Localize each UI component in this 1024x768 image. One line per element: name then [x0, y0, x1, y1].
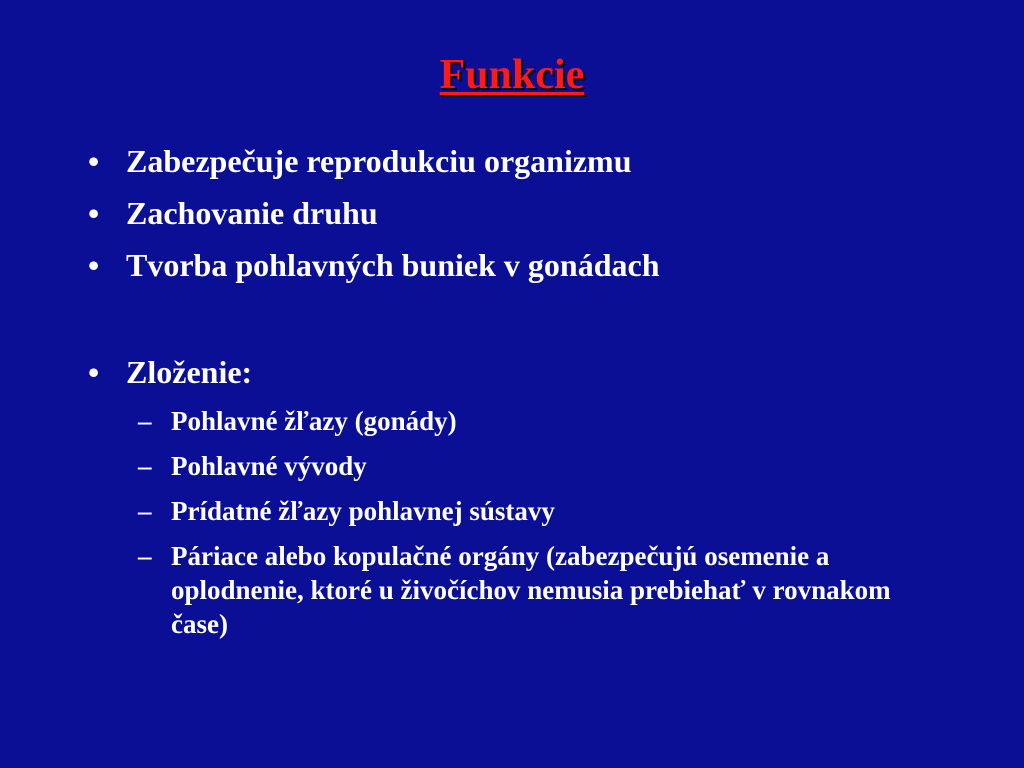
sub-bullet-text: Prídatné žľazy pohlavnej sústavy	[171, 496, 555, 526]
bullet-text: Zloženie:	[126, 354, 253, 390]
slide-title: Funkcie	[439, 52, 585, 98]
sub-bullet-text: Páriace alebo kopulačné orgány (zabezpečujú osemenie a oplodnenie, ktoré u živočíchov nemusia prebiehať v rovnakom čase)	[171, 541, 891, 639]
sub-bullet-item	[138, 539, 898, 641]
bullet-text: Tvorba pohlavných buniek v gonádach	[126, 247, 660, 283]
sub-bullet-text: Pohlavné vývody	[171, 451, 367, 481]
bullet-icon: •	[88, 195, 100, 231]
sub-bullet-text: Pohlavné žľazy (gonády)	[171, 406, 457, 436]
dash-icon: –	[138, 451, 152, 481]
bullet-item	[88, 247, 660, 284]
sub-bullet-item	[138, 404, 938, 438]
bullet-icon: •	[88, 143, 100, 179]
sub-bullet-item	[138, 449, 938, 483]
bullet-text: Zachovanie druhu	[126, 195, 378, 231]
dash-icon: –	[138, 496, 152, 526]
bullet-icon: •	[88, 247, 100, 283]
bullet-icon: •	[88, 354, 100, 390]
bullet-item	[88, 354, 252, 391]
bullet-item	[88, 195, 378, 232]
dash-icon: –	[138, 406, 152, 436]
dash-icon: –	[138, 541, 152, 571]
bullet-text: Zabezpečuje reprodukciu organizmu	[126, 143, 632, 179]
sub-bullet-item	[138, 494, 938, 528]
bullet-item	[88, 143, 631, 180]
